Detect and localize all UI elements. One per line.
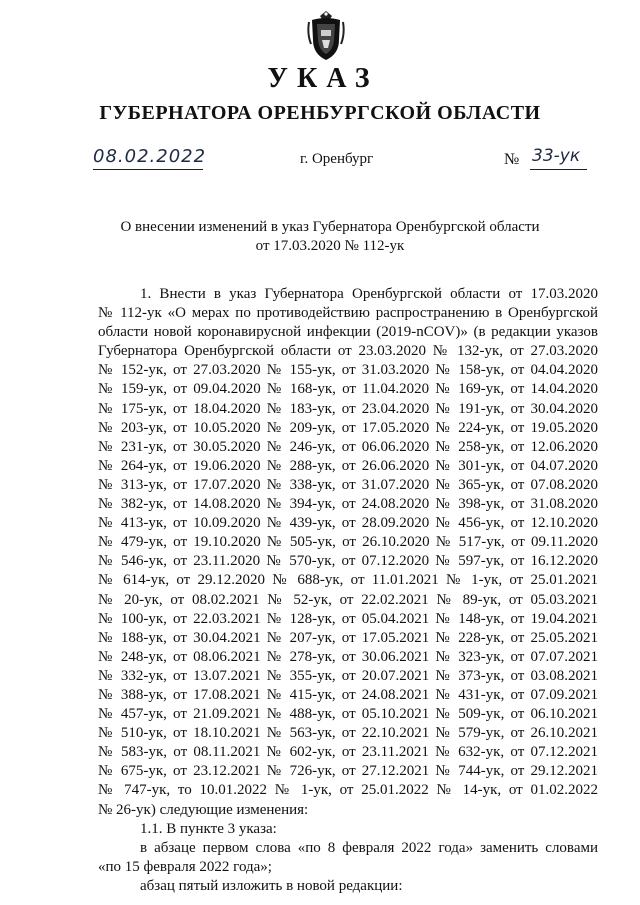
- body-line: № 388-ук, от 17.08.2021 № 415-ук, от 24.08.2021 № 431-ук, от 07.09.2021: [98, 686, 598, 703]
- body-line: № 100-ук, от 22.03.2021 № 128-ук, от 05.04.2021 № 148-ук, от 19.04.2021: [98, 610, 598, 627]
- body-line: № 457-ук, от 21.09.2021 № 488-ук, от 05.10.2021 № 509-ук, от 06.10.2021: [98, 706, 598, 723]
- body-line: № 675-ук, от 23.12.2021 № 726-ук, от 27.12.2021 № 744-ук, от 29.12.2021: [98, 763, 598, 780]
- body-line: № 159-ук, от 09.04.2020 № 168-ук, от 11.04.2020 № 169-ук, от 14.04.2020: [98, 381, 598, 398]
- body-line: № 264-ук, от 19.06.2020 № 288-ук, от 26.06.2020 № 301-ук, от 04.07.2020: [98, 457, 598, 474]
- body-line: № 112-ук «О мерах по противодействию распространению в Оренбургской: [98, 305, 598, 322]
- number-value: 33-ук: [532, 146, 581, 166]
- body-line: № 747-ук, то 10.01.2022 № 1-ук, от 25.01.2022 № 14-ук, от 01.02.2022: [98, 782, 598, 799]
- body-line: № 546-ук, от 23.11.2020 № 570-ук, от 07.12.2020 № 597-ук, от 16.12.2020: [98, 553, 598, 570]
- body-line: № 152-ук, от 27.03.2020 № 155-ук, от 31.03.2020 № 158-ук, от 04.04.2020: [98, 362, 598, 379]
- subject-line: от 17.03.2020 № 112-ук: [255, 238, 405, 254]
- body-line: области новой коронавирусной инфекции (2019-nCOV)» (в редакции указов: [98, 324, 598, 341]
- document-title: УКАЗ: [267, 63, 379, 94]
- subject-line: О внесении изменений в указ Губернатора Оренбургской области: [120, 219, 540, 235]
- body-line: № 248-ук, от 08.06.2021 № 278-ук, от 30.06.2021 № 323-ук, от 07.07.2021: [98, 648, 598, 665]
- body-line: 1.1. В пункте 3 указа:: [140, 820, 277, 837]
- body-line: абзац пятый изложить в новой редакции:: [140, 877, 403, 894]
- body-line: № 332-ук, от 13.07.2021 № 355-ук, от 20.07.2021 № 373-ук, от 03.08.2021: [98, 667, 598, 684]
- body-line: № 413-ук, от 10.09.2020 № 439-ук, от 28.09.2020 № 456-ук, от 12.10.2020: [98, 515, 598, 532]
- body-line: № 188-ук, от 30.04.2021 № 207-ук, от 17.05.2021 № 228-ук, от 25.05.2021: [98, 629, 598, 646]
- document-body: [98, 285, 598, 896]
- document-city: г. Оренбург: [300, 151, 374, 167]
- body-line: № 382-ук, от 14.08.2020 № 394-ук, от 24.08.2020 № 398-ук, от 31.08.2020: [98, 496, 598, 513]
- number-sign: №: [504, 151, 520, 168]
- body-line: 1. Внести в указ Губернатора Оренбургской области от 17.03.2020: [140, 286, 598, 302]
- body-line: № 510-ук, от 18.10.2021 № 563-ук, от 22.10.2021 № 579-ук, от 26.10.2021: [98, 725, 598, 742]
- document-subtitle: ГУБЕРНАТОРА ОРЕНБУРГСКОЙ ОБЛАСТИ: [99, 102, 541, 124]
- body-line: № 20-ук, от 08.02.2021 № 52-ук, от 22.02.2021 № 89-ук, от 05.03.2021: [98, 591, 598, 608]
- number-underline: [530, 169, 587, 170]
- body-line: № 614-ук, от 29.12.2020 № 688-ук, от 11.01.2021 № 1-ук, от 25.01.2021: [98, 572, 598, 589]
- body-line: № 175-ук, от 18.04.2020 № 183-ук, от 23.04.2020 № 191-ук, от 30.04.2020: [98, 400, 598, 417]
- body-line: № 583-ук, от 08.11.2021 № 602-ук, от 23.11.2021 № 632-ук, от 07.12.2021: [98, 744, 598, 761]
- body-line: № 26-ук) следующие изменения:: [98, 801, 309, 818]
- body-line: № 479-ук, от 19.10.2020 № 505-ук, от 26.10.2020 № 517-ук, от 09.11.2020: [98, 534, 598, 551]
- date-underline: [93, 169, 203, 170]
- body-line: в абзаце первом слова «по 8 февраля 2022 года» заменить словами: [140, 839, 598, 856]
- body-line: «по 15 февраля 2022 года»;: [98, 858, 272, 875]
- coat-of-arms-emblem: [306, 10, 346, 62]
- body-line: № 231-ук, от 30.05.2020 № 246-ук, от 06.06.2020 № 258-ук, от 12.06.2020: [98, 438, 598, 455]
- body-line: № 313-ук, от 17.07.2020 № 338-ук, от 31.07.2020 № 365-ук, от 07.08.2020: [98, 476, 598, 493]
- body-line: № 203-ук, от 10.05.2020 № 209-ук, от 17.05.2020 № 224-ук, от 19.05.2020: [98, 419, 598, 436]
- body-line: Губернатора Оренбургской области от 23.03.2020 № 132-ук, от 27.03.2020: [98, 343, 598, 360]
- document-subject: [120, 218, 540, 256]
- document-date: 08.02.2022: [93, 146, 207, 167]
